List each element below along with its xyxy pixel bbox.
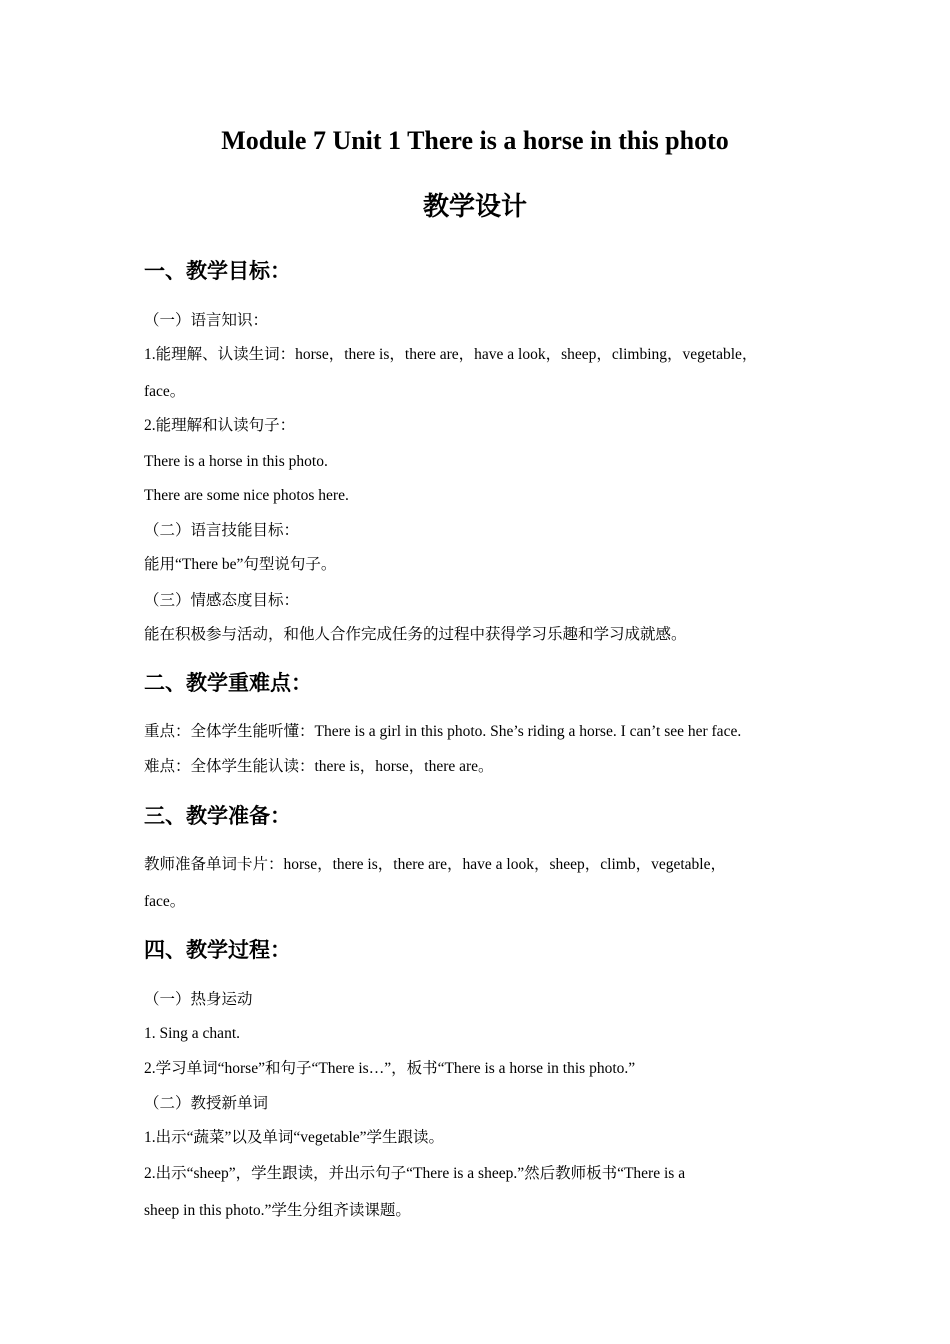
warmup-item2: 2.学习单词“horse”和句子“There is…”，板书“There is a horse in this photo.” [144, 1060, 636, 1077]
preparation-line2: face。 [144, 893, 186, 910]
lang-knowledge-label: （一）语言知识： [144, 312, 269, 329]
new-words-item2-line2: sheep in this photo.”学生分组齐读课题。 [144, 1202, 411, 1219]
lang-skill-label: （二）语言技能目标： [144, 522, 300, 539]
objective-item1-line1: 1.能理解、认读生词：horse，there is，there are，have a look，sheep，climbing，vegetable， [144, 346, 758, 363]
new-words-label: （二）教授新单词 [144, 1095, 269, 1112]
objective-sentence1: There is a horse in this photo. [144, 453, 328, 470]
emotion-label: （三）情感态度目标： [144, 592, 300, 609]
lang-skill-text: 能用“There be”句型说句子。 [144, 556, 337, 573]
document-title: Module 7 Unit 1 There is a horse in this photo [221, 126, 729, 155]
warmup-item1: 1. Sing a chant. [144, 1025, 240, 1042]
section-objectives-heading: 一、教学目标： [144, 259, 291, 283]
emotion-text: 能在积极参与活动，和他人合作完成任务的过程中获得学习乐趣和学习成就感。 [144, 626, 687, 643]
objective-item1-line2: face。 [144, 383, 186, 400]
section-process-heading: 四、教学过程： [144, 938, 291, 962]
new-words-item1: 1.出示“蔬菜”以及单词“vegetable”学生跟读。 [144, 1129, 445, 1146]
section-keypoints-heading: 二、教学重难点： [144, 671, 312, 695]
document-subtitle: 教学设计 [422, 192, 527, 221]
key-point-text: 重点：全体学生能听懂：There is a girl in this photo. She’s riding a horse. I can’t see her face. [144, 723, 742, 740]
difficult-point-text: 难点：全体学生能认读：there is，horse，there are。 [144, 758, 494, 775]
objective-sentence2: There are some nice photos here. [144, 487, 349, 504]
preparation-line1: 教师准备单词卡片：horse，there is，there are，have a look，sheep，climb，vegetable， [144, 856, 726, 873]
new-words-item2-line1: 2.出示“sheep”，学生跟读，并出示句子“There is a sheep.”然后教师板书“There is a [144, 1165, 686, 1182]
warmup-label: （一）热身运动 [144, 991, 253, 1008]
section-preparation-heading: 三、教学准备： [144, 804, 291, 828]
objective-item2: 2.能理解和认读句子： [144, 417, 296, 434]
